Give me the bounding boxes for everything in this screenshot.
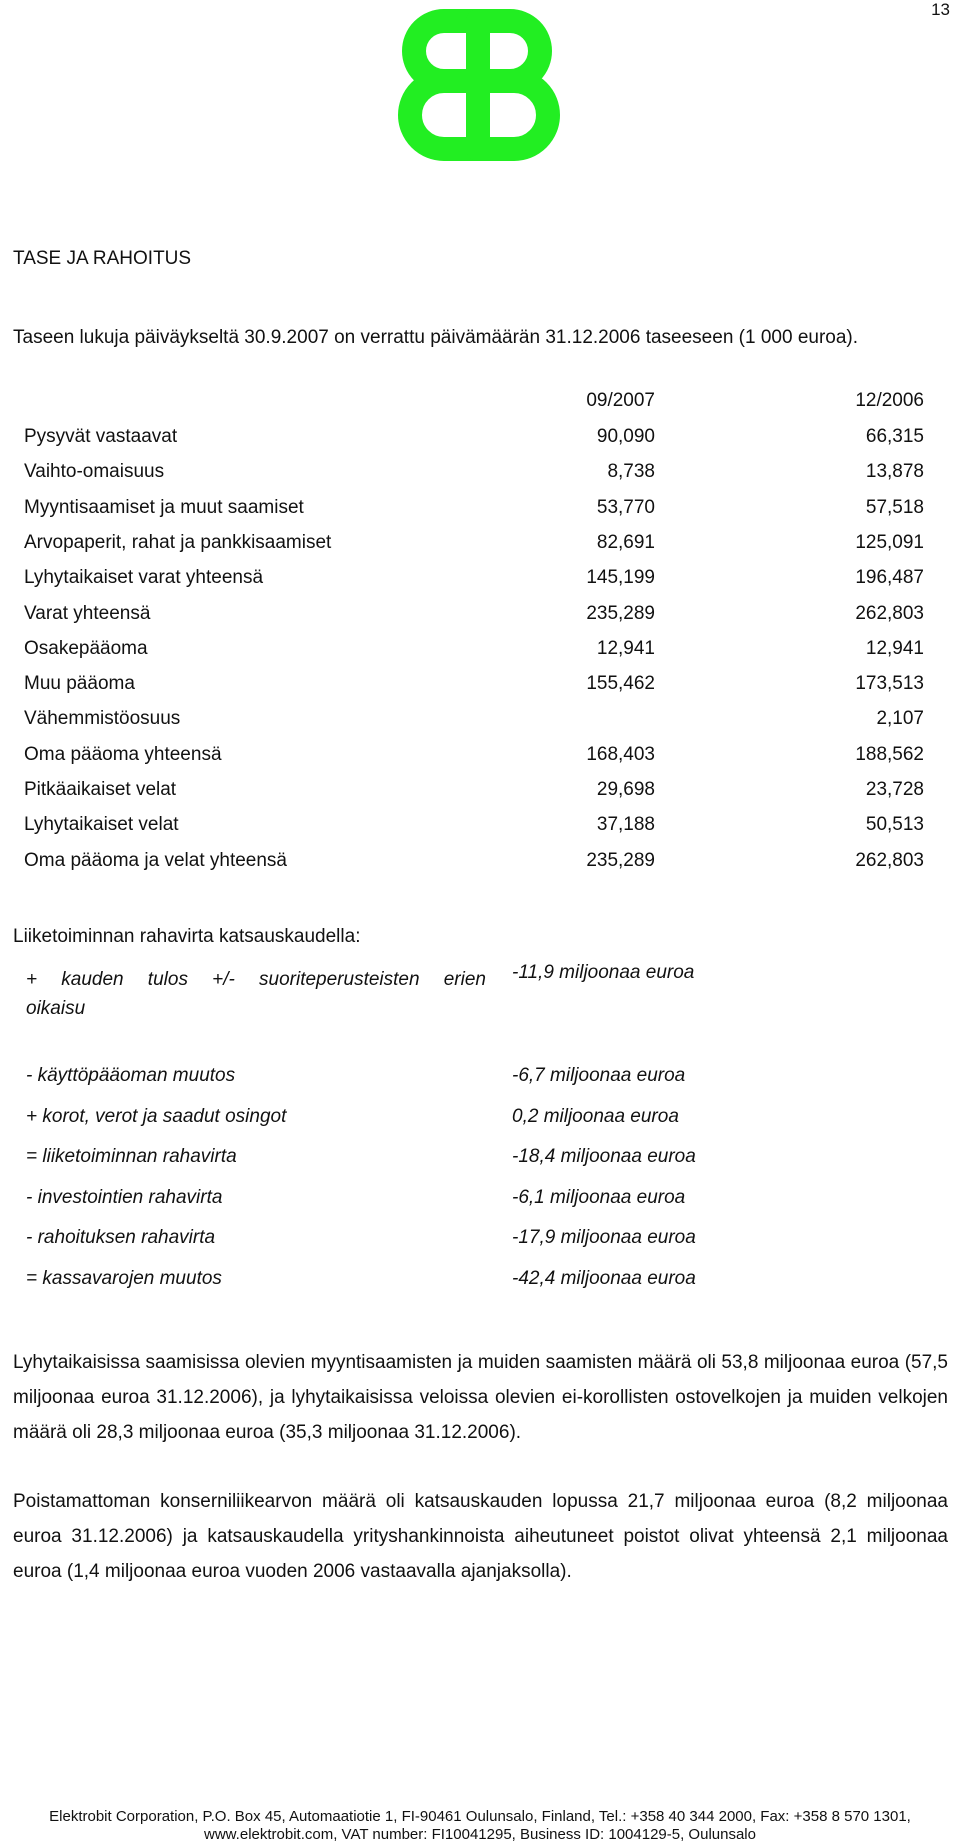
value-09-2007: 145,199 (586, 567, 655, 589)
page-number: 13 (931, 0, 950, 19)
cashflow-value: -42,4 miljoonaa euroa (512, 1267, 696, 1289)
cashflow-first-value: -11,9 miljoonaa euroa (512, 962, 695, 983)
value-12-2006: 57,518 (865, 496, 924, 518)
value-12-2006: 173,513 (855, 673, 924, 695)
table-row (0, 850, 960, 886)
value-12-2006: 13,878 (865, 461, 924, 483)
table-header (0, 390, 960, 426)
value-12-2006: 188,562 (855, 743, 924, 765)
cashflow-label: = liiketoiminnan rahavirta (26, 1146, 237, 1167)
value-09-2007: 235,289 (586, 602, 655, 624)
table-row (0, 744, 960, 780)
cashflow-value: -17,9 miljoonaa euroa (512, 1227, 696, 1248)
row-label: Oma pääoma yhteensä (24, 743, 222, 765)
row-label: Myyntisaamiset ja muut saamiset (24, 496, 304, 518)
eb-logo-icon (394, 5, 570, 165)
table-row (0, 532, 960, 568)
row-label: Lyhytaikaiset velat (24, 814, 179, 836)
footer (0, 1808, 960, 1844)
value-09-2007: 29,698 (596, 779, 655, 800)
row-label: Vaihto-omaisuus (24, 461, 165, 483)
cashflow-label: - käyttöpääoman muutos (26, 1065, 236, 1086)
value-12-2006: 125,091 (855, 531, 924, 553)
value-12-2006: 196,487 (855, 567, 924, 589)
goodwill-paragraph: Poistamattoman konserniliikearvon määrä oli katsauskauden lopussa 21,7 miljoonaa euroa (8,2 miljoonaa euroa 31.12.2006) ja katsauskaudella yrityshankinnoista aiheutuneet poistot olivat yhteensä 2,1 miljoonaa euroa (1,4 miljoonaa euroa vuoden 2006 vastaavalla ajanjaksolla). (13, 1491, 948, 1582)
receivables-paragraph: Lyhytaikaisissa saamisissa olevien myyntisaamisten ja muiden saamisten määrä oli 53,8 miljoonaa euroa (57,5 miljoonaa euroa 31.12.2006), ja lyhytaikaisissa veloissa olevien ei-korollisten ostovelkojen ja muiden velkojen määrä oli 28,3 miljoonaa euroa (35,3 miljoonaa 31.12.2006). (13, 1352, 948, 1443)
intro-paragraph: Taseen lukuja päiväykseltä 30.9.2007 on verrattu päivämäärän 31.12.2006 taseeseen (1 000 euroa). (13, 327, 859, 348)
row-label: Varat yhteensä (24, 602, 151, 624)
row-label: Muu pääoma (24, 673, 135, 695)
cashflow-value: -6,7 miljoonaa euroa (512, 1065, 686, 1086)
table-row (0, 461, 960, 497)
row-label: Vähemmistöosuus (24, 708, 181, 730)
value-12-2006: 2,107 (876, 708, 924, 730)
table-row (0, 638, 960, 674)
value-09-2007: 53,770 (596, 496, 655, 518)
cashflow-first-label: + kauden tulos +/- suoriteperusteisten erien (26, 969, 486, 990)
table-row (0, 708, 960, 744)
table-row (0, 603, 960, 639)
table-row (0, 497, 960, 533)
table-row (0, 426, 960, 462)
row-label: Oma pääoma ja velat yhteensä (24, 849, 287, 871)
value-12-2006: 12,941 (865, 637, 924, 659)
value-09-2007: 82,691 (596, 531, 655, 553)
value-12-2006: 66,315 (865, 426, 924, 447)
value-09-2007: 37,188 (596, 814, 655, 836)
table-row (0, 814, 960, 850)
cashflow-title: Liiketoiminnan rahavirta katsauskaudella: (13, 926, 361, 947)
section-heading: TASE JA RAHOITUS (13, 248, 192, 269)
cashflow-label: - rahoituksen rahavirta (26, 1227, 216, 1248)
cashflow-first-label-cont: oikaisu (26, 998, 86, 1019)
value-12-2006: 23,728 (865, 779, 924, 800)
row-label: Osakepääoma (24, 637, 148, 659)
table-row (0, 673, 960, 709)
cashflow-value: -6,1 miljoonaa euroa (512, 1186, 686, 1208)
cashflow-value: -18,4 miljoonaa euroa (512, 1146, 696, 1167)
value-09-2007: 12,941 (596, 637, 655, 659)
cashflow-label: + korot, verot ja saadut osingot (26, 1105, 287, 1127)
table-row (0, 779, 960, 815)
footer-line-1: Elektrobit Corporation, P.O. Box 45, Automaatiotie 1, FI-90461 Oulunsalo, Finland, Tel.: +358 40 344 2000, Fax: +358 8 570 1301, (49, 1808, 911, 1825)
row-label: Arvopaperit, rahat ja pankkisaamiset (24, 531, 332, 553)
footer-line-2: www.elektrobit.com, VAT number: FI10041295, Business ID: 1004129-5, Oulunsalo (204, 1826, 756, 1843)
value-12-2006: 262,803 (855, 602, 924, 624)
table-row (0, 567, 960, 603)
row-label: Pitkäaikaiset velat (24, 779, 177, 800)
value-09-2007: 235,289 (586, 849, 655, 871)
value-09-2007: 155,462 (586, 673, 655, 695)
cashflow-value: 0,2 miljoonaa euroa (512, 1105, 679, 1127)
row-label: Lyhytaikaiset varat yhteensä (24, 567, 264, 589)
value-12-2006: 262,803 (855, 849, 924, 871)
cashflow-label: - investointien rahavirta (26, 1186, 223, 1208)
column-header-09-2007: 09/2007 (586, 390, 655, 411)
value-12-2006: 50,513 (865, 814, 924, 836)
value-09-2007: 90,090 (596, 426, 655, 447)
value-09-2007: 168,403 (586, 743, 655, 765)
row-label: Pysyvät vastaavat (24, 426, 178, 447)
value-09-2007: 8,738 (607, 461, 655, 483)
column-header-12-2006: 12/2006 (855, 390, 924, 411)
cashflow-label: = kassavarojen muutos (26, 1267, 222, 1289)
